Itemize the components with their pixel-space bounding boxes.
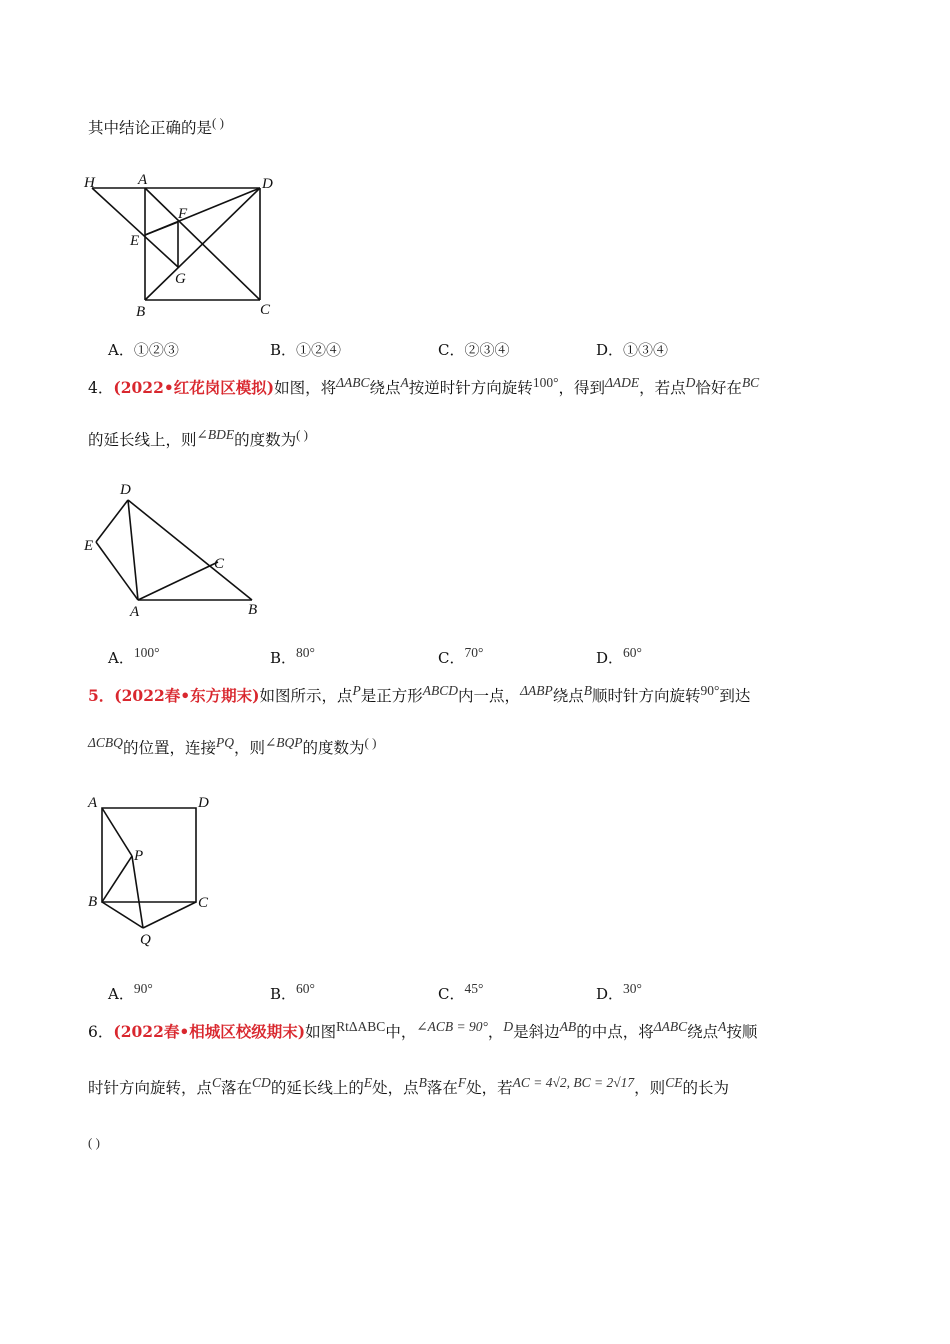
answer-paren: ( ) — [88, 1135, 100, 1150]
point-label-B: B — [248, 602, 258, 618]
point-label-B: B — [88, 894, 98, 910]
answer-paren: ( ) — [296, 427, 309, 442]
q3-figure — [80, 168, 280, 320]
segment-DB — [128, 500, 252, 600]
q3-option-a[interactable]: A．①②③ — [108, 341, 179, 359]
segment-EF — [145, 222, 178, 235]
segment-AP — [102, 808, 132, 856]
point-label-C: C — [260, 302, 271, 318]
segment-PQ — [132, 856, 143, 928]
q5-option-c[interactable]: C．45° — [438, 981, 484, 1003]
point-label-P: P — [134, 848, 144, 864]
point-label-C: C — [198, 895, 209, 911]
point-label-H: H — [84, 175, 95, 191]
segment-DA — [128, 500, 138, 600]
point-label-E: E — [84, 538, 94, 554]
point-label-Q: Q — [140, 932, 151, 948]
point-label-F: F — [178, 206, 188, 222]
point-label-E: E — [130, 233, 140, 249]
q3-option-d[interactable]: D．①③④ — [596, 341, 669, 359]
point-label-G: G — [175, 271, 186, 287]
q5-stem-line1: 5．(2022春•东方期末)如图所示，点P是正方形ABCD内一点，ΔABP绕点B顺时针方向旋转90°到达 — [88, 683, 751, 705]
point-label-A: A — [88, 795, 98, 811]
segment-EA — [96, 542, 138, 600]
question-number: 5． — [88, 686, 115, 705]
q5-option-a[interactable]: A．90° — [108, 981, 153, 1003]
q3-stem-tail: 其中结论正确的是( ) — [88, 115, 224, 137]
point-label-A: A — [138, 172, 148, 188]
q4-option-c[interactable]: C．70° — [438, 645, 484, 667]
q5-figure — [80, 790, 240, 950]
q6-stem-line2: 时针方向旋转，点C落在CD的延长线上的E处，点B落在F处，若AC = 4√2, BC = 2√17，则CE的长为 — [88, 1075, 729, 1097]
segment-DE — [96, 500, 128, 542]
q5-option-d[interactable]: D．30° — [596, 981, 642, 1003]
point-label-B: B — [136, 304, 146, 320]
segment-CQ — [143, 902, 196, 928]
q5-stem-line2: ΔCBQ的位置，连接PQ，则∠BQP的度数为( ) — [88, 735, 377, 757]
point-label-D: D — [262, 176, 273, 192]
q6-stem-line1: 6．(2022春•相城区校级期末)如图RtΔABC中，∠ACB = 90°，D是斜边AB的中点，将ΔABC绕点A按顺 — [88, 1019, 758, 1041]
point-label-D: D — [198, 795, 209, 811]
q4-stem-line2: 的延长线上，则∠BDE的度数为( ) — [88, 427, 309, 449]
q6-answer-paren — [88, 1132, 100, 1153]
q3-option-c[interactable]: C．②③④ — [438, 341, 510, 359]
question-source: (2022春•相城区校级期末) — [113, 1022, 306, 1041]
q4-figure — [80, 478, 280, 623]
q4-option-a[interactable]: A．100° — [108, 645, 160, 667]
point-label-D: D — [120, 482, 131, 498]
point-label-C: C — [214, 556, 225, 572]
square-ABCD — [102, 808, 196, 902]
q5-option-b[interactable]: B．60° — [270, 981, 315, 1003]
question-number: 4． — [88, 379, 114, 397]
segment-AC — [138, 562, 218, 600]
answer-paren: ( ) — [364, 735, 377, 750]
q4-option-d[interactable]: D．60° — [596, 645, 642, 667]
segment-BP — [102, 856, 132, 902]
point-label-A: A — [130, 604, 140, 620]
q4-stem-line1: 4．(2022•红花岗区模拟)如图，将ΔABC绕点A按逆时针方向旋转100°，得到ΔADE，若点D恰好在BC — [88, 375, 760, 397]
answer-paren: ( ) — [212, 115, 224, 130]
question-source: (2022春•东方期末) — [114, 686, 260, 705]
question-source: (2022•红花岗区模拟) — [113, 378, 275, 397]
question-number: 6． — [88, 1023, 114, 1041]
segment-BQ — [102, 902, 143, 928]
q4-option-b[interactable]: B．80° — [270, 645, 315, 667]
q3-option-b[interactable]: B．①②④ — [270, 341, 342, 359]
